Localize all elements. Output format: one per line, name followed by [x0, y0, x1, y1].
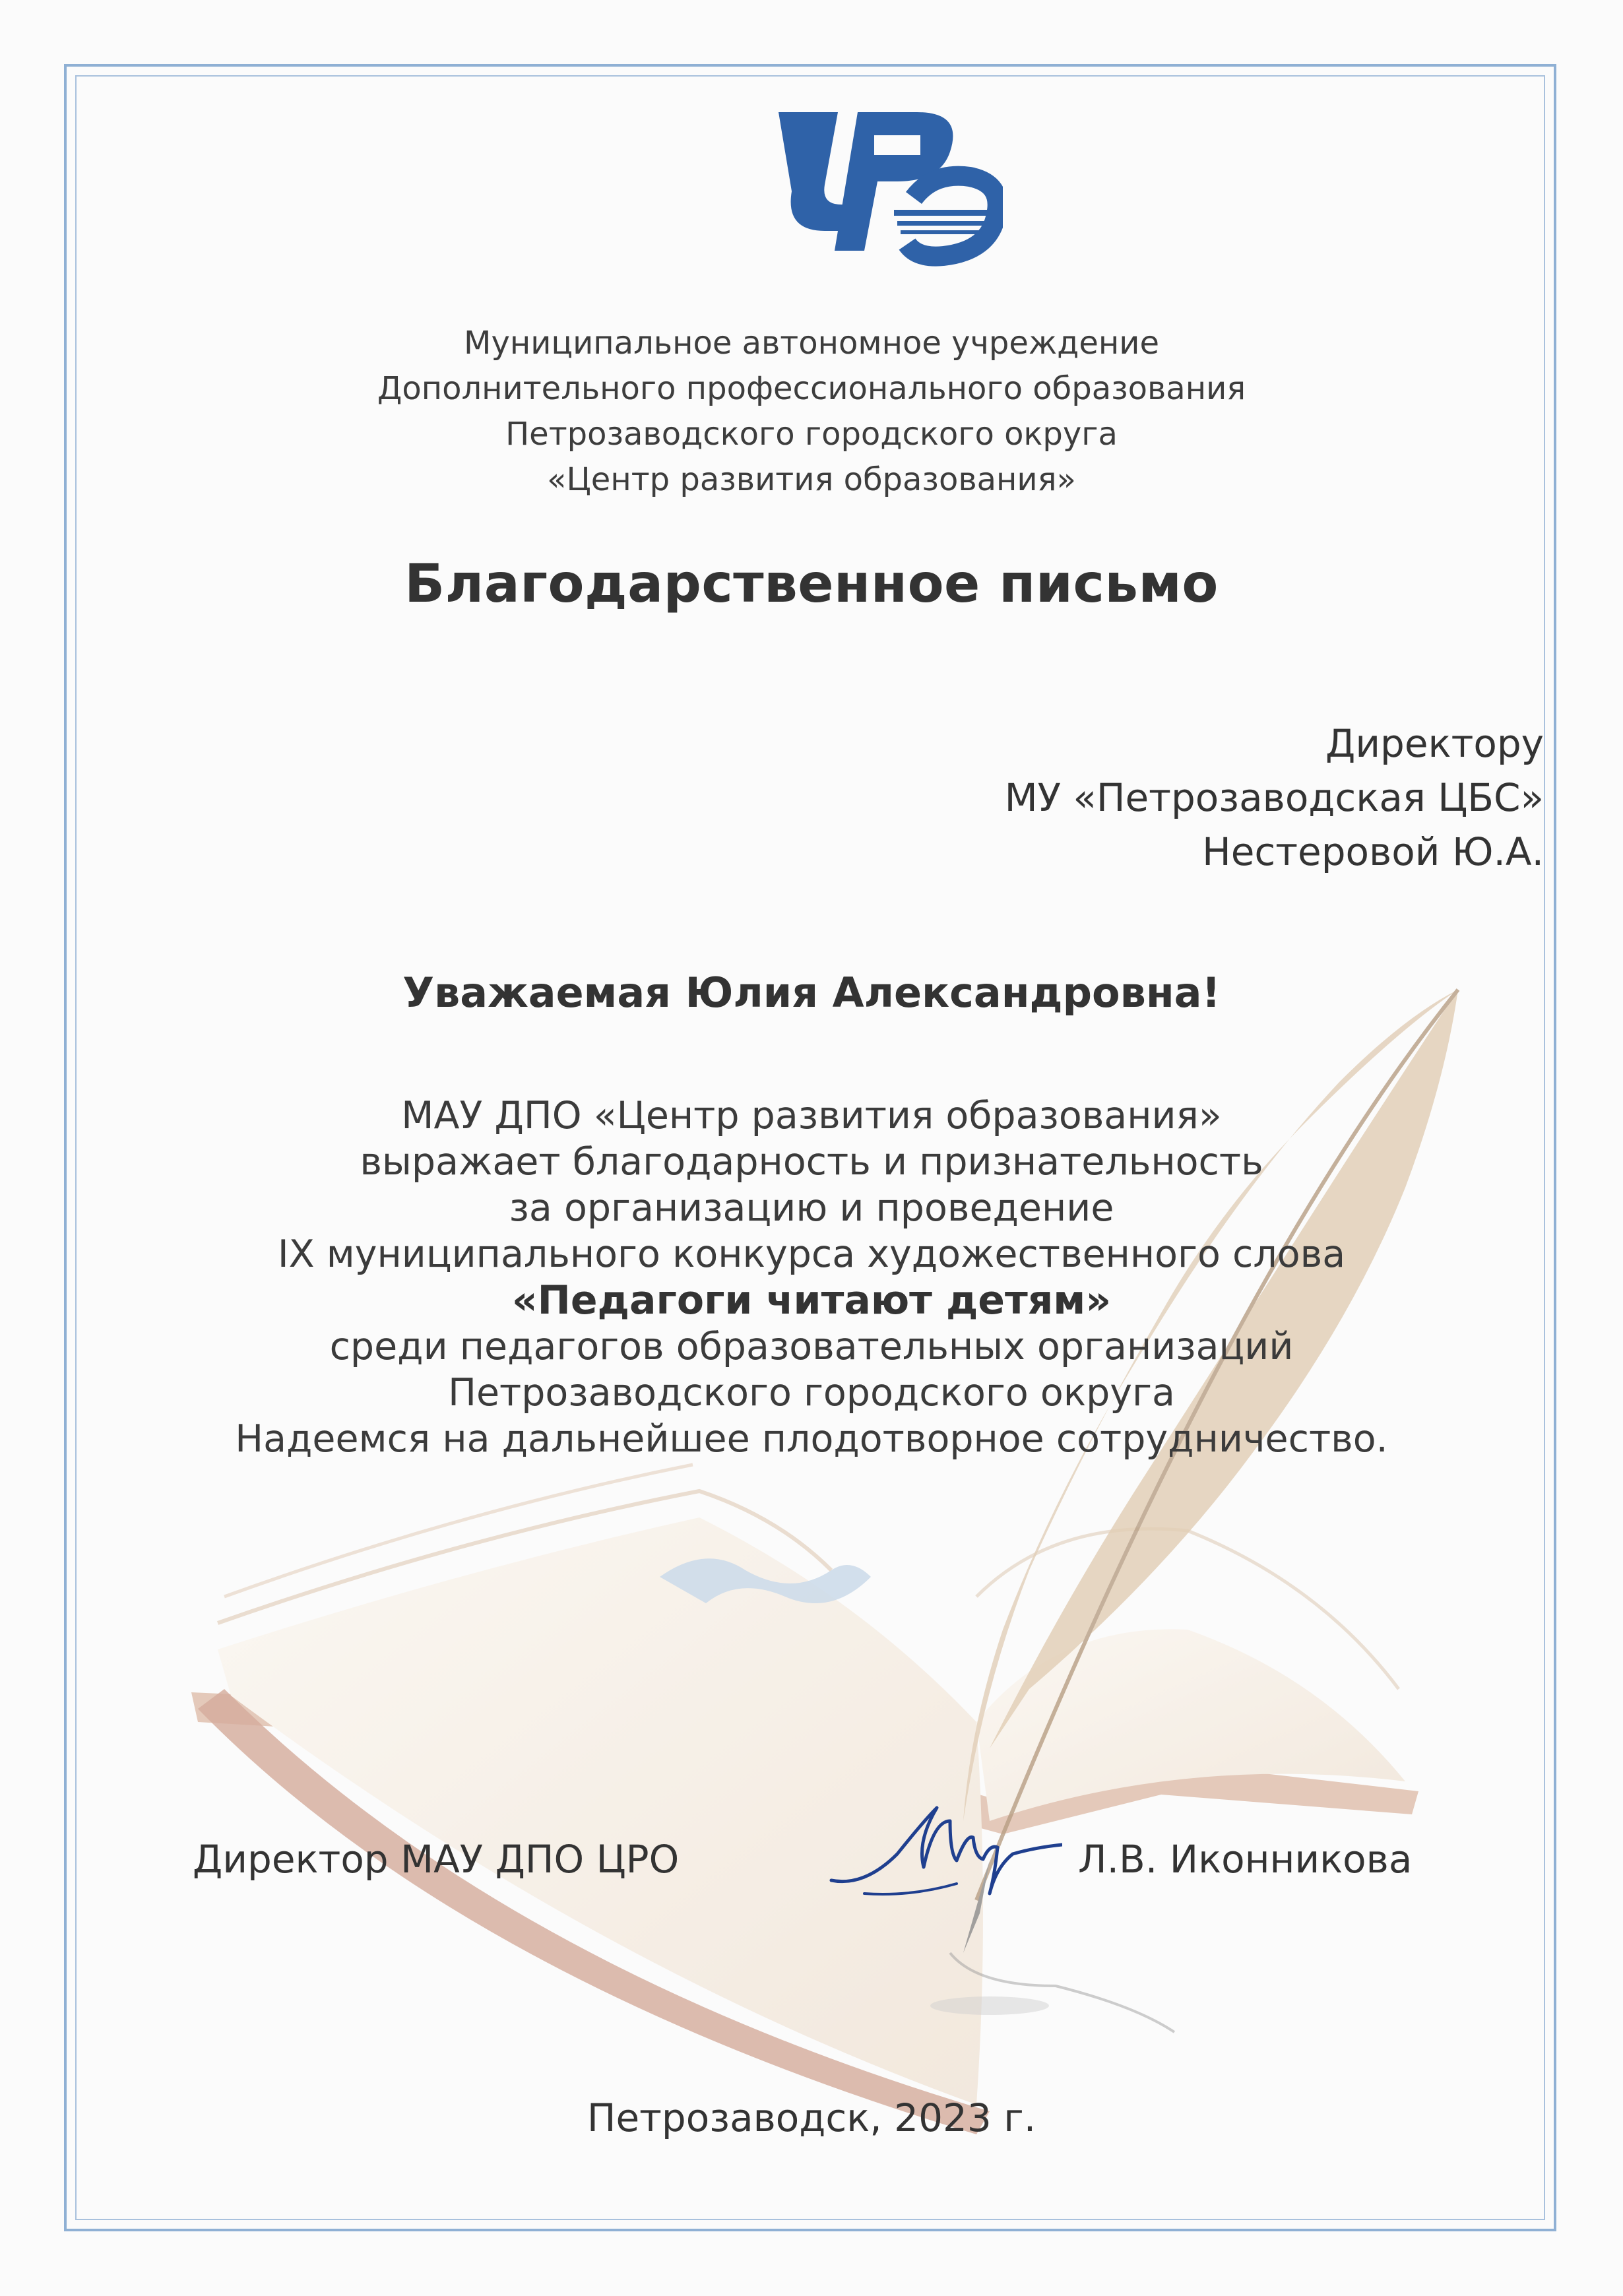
signatory-position: Директор МАУ ДПО ЦРО	[193, 1837, 680, 1882]
document-title: Благодарственное письмо	[404, 553, 1219, 614]
cro-logo	[752, 99, 1003, 277]
body-line: за организацию и проведение	[509, 1186, 1114, 1230]
letter-body	[106, 1093, 1517, 1462]
handwritten-signature	[825, 1781, 1062, 1920]
open-book-image	[191, 1465, 1418, 2134]
org-line: Дополнительного профессионального образования	[377, 370, 1246, 407]
recipient-line: Директору	[1325, 721, 1544, 766]
body-line: среди педагогов образовательных организаций	[329, 1325, 1294, 1368]
body-line: IX муниципального конкурса художественного слова	[277, 1232, 1346, 1276]
body-line: Петрозаводского городского округа	[448, 1371, 1175, 1415]
body-line: выражает благодарность и признательность	[360, 1140, 1263, 1184]
contest-name: «Педагоги читают детям»	[511, 1277, 1112, 1323]
salutation: Уважаемая Юлия Александровна!	[402, 969, 1221, 1017]
place-and-date: Петрозаводск, 2023 г.	[587, 2095, 1036, 2140]
org-line: Петрозаводского городского округа	[505, 416, 1118, 453]
recipient-line: Нестеровой Ю.А.	[1202, 829, 1544, 874]
body-line: МАУ ДПО «Центр развития образования»	[401, 1094, 1222, 1137]
recipient-block	[1005, 717, 1544, 879]
recipient-line: МУ «Петрозаводская ЦБС»	[1004, 775, 1544, 820]
body-line: Надеемся на дальнейшее плодотворное сотрудничество.	[235, 1417, 1388, 1461]
org-line: «Центр развития образования»	[547, 461, 1076, 498]
org-line: Муниципальное автономное учреждение	[464, 325, 1159, 362]
organization-block	[198, 321, 1425, 503]
signatory-name: Л.В. Иконникова	[1078, 1837, 1413, 1882]
